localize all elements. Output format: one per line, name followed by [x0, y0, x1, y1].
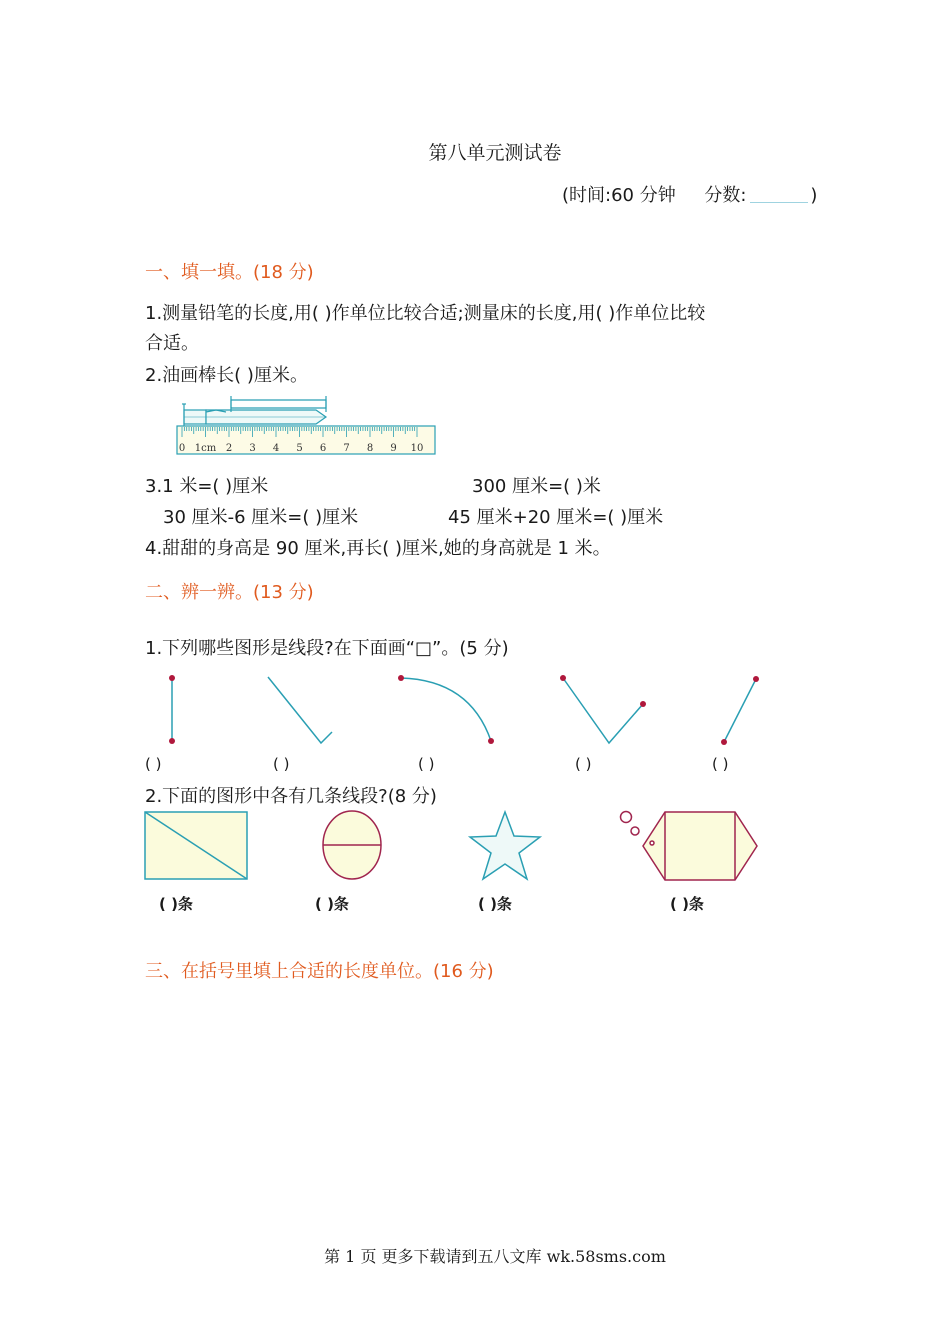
s2-q2-answer-1[interactable]: ( )条: [159, 895, 193, 913]
s2-q1-answer-2[interactable]: ( ): [273, 755, 290, 773]
s2-q2-answer-4[interactable]: ( )条: [670, 895, 704, 913]
ruler-label: 8: [366, 443, 374, 454]
exam-meta: [562, 181, 817, 207]
meta-close: ): [810, 185, 818, 206]
s1-q1-line1: 1.测量铅笔的长度,用( )作单位比较合适;测量床的长度,用( )作单位比较: [145, 303, 706, 324]
figure-slanted-segment: [724, 679, 756, 742]
line-figures: [0, 660, 950, 760]
ruler-label: 0: [178, 443, 186, 454]
section2-heading: 二、辨一辨。(13 分): [145, 582, 314, 603]
figure-angle: [563, 678, 643, 743]
s2-q1-answer-4[interactable]: ( ): [575, 755, 592, 773]
s1-q3-b: 300 厘米=( )米: [472, 476, 601, 497]
section3-heading: 三、在括号里填上合适的长度单位。(16 分): [145, 961, 494, 982]
s1-q3-c: 30 厘米-6 厘米=( )厘米: [163, 507, 359, 528]
s2-q1-answer-1[interactable]: ( ): [145, 755, 162, 773]
score-label: 分数:: [704, 185, 747, 206]
section1-heading: 一、填一填。(18 分): [145, 262, 314, 283]
figure-bent-line: [268, 677, 332, 743]
s1-q1-line2: 合适。: [145, 333, 199, 354]
time-label: (时间:60 分钟: [562, 185, 676, 206]
ruler-label: 2: [225, 443, 233, 454]
s2-q1: 1.下列哪些图形是线段?在下面画“□”。(5 分): [145, 638, 509, 659]
s2-q2-answer-3[interactable]: ( )条: [478, 895, 512, 913]
s1-q3-a: 3.1 米=( )厘米: [145, 476, 269, 497]
ruler-label: 10: [410, 443, 424, 454]
s2-q2: 2.下面的图形中各有几条线段?(8 分): [145, 786, 437, 807]
ruler-figure: [176, 390, 438, 458]
score-blank[interactable]: [750, 184, 808, 203]
figure-oval-line: [323, 811, 381, 879]
page-title: 第八单元测试卷: [428, 142, 562, 164]
ruler-label: 9: [390, 443, 397, 454]
ruler-label: 4: [272, 443, 280, 454]
s2-q2-answer-2[interactable]: ( )条: [315, 895, 349, 913]
figure-arc: [401, 678, 491, 741]
ruler-label: 3: [249, 443, 256, 454]
s1-q4: 4.甜甜的身高是 90 厘米,再长( )厘米,她的身高就是 1 米。: [145, 538, 611, 559]
s1-q3-d: 45 厘米+20 厘米=( )厘米: [448, 507, 664, 528]
figure-fish-shape: [621, 812, 758, 881]
figure-rectangle-diagonal: [145, 812, 247, 879]
ruler-label: 6: [319, 443, 327, 454]
s1-q2: 2.油画棒长( )厘米。: [145, 365, 308, 386]
crayon-icon: [182, 396, 326, 430]
ruler-label: 5: [296, 443, 303, 454]
s2-q1-answer-5[interactable]: ( ): [712, 755, 729, 773]
s2-q1-answer-3[interactable]: ( ): [418, 755, 435, 773]
figure-star: [470, 812, 540, 879]
ruler-label: 1cm: [194, 443, 217, 454]
shape-figures: [0, 805, 950, 890]
ruler-label: 7: [343, 443, 350, 454]
page-footer: 第 1 页 更多下载请到五八文库 wk.58sms.com: [324, 1247, 666, 1266]
